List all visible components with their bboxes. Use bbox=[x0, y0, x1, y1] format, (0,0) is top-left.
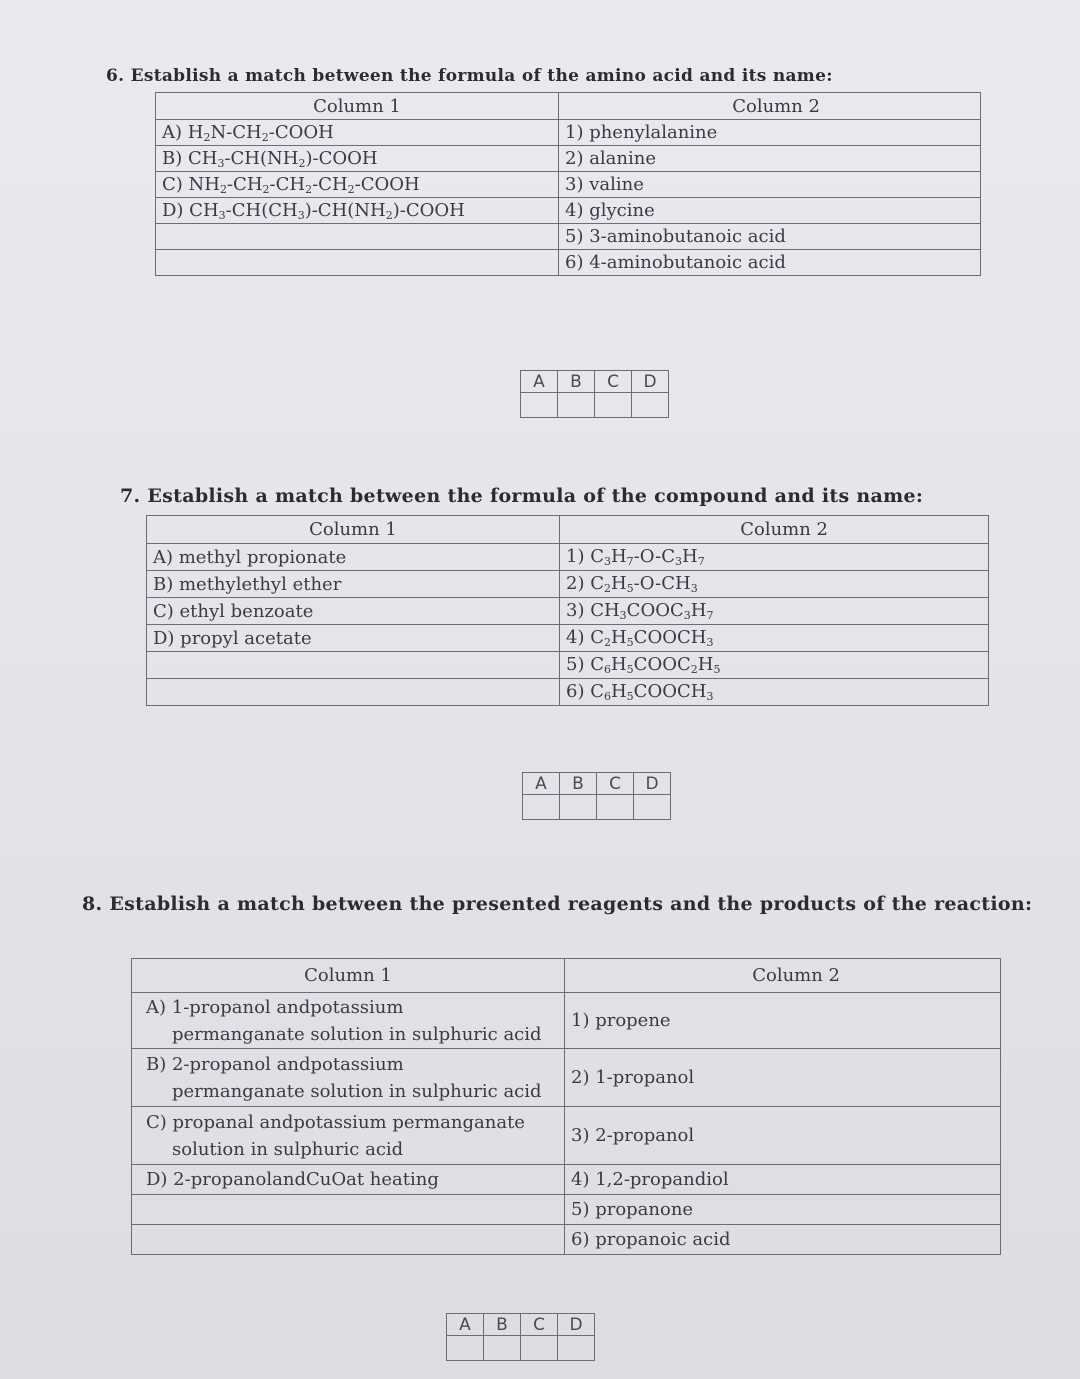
q8-product-1: 1) propene bbox=[565, 993, 1001, 1049]
q8-match-table bbox=[131, 958, 1001, 1255]
q7-answer-letter-d: D bbox=[634, 773, 671, 795]
q6-answer-box-a[interactable] bbox=[521, 393, 558, 418]
q6-empty-left-6 bbox=[156, 250, 559, 276]
q8-empty-left-6 bbox=[132, 1225, 565, 1255]
q8-col1-header: Column 1 bbox=[132, 959, 565, 993]
q8-answer-letter-d: D bbox=[558, 1314, 595, 1336]
q7-answer-letter-b: B bbox=[560, 773, 597, 795]
q6-name-2: 2) alanine bbox=[559, 146, 981, 172]
q6-name-5: 5) 3-aminobutanoic acid bbox=[559, 224, 981, 250]
q7-formula-3: 3) $CH_3COOC_3H_7$ bbox=[560, 598, 989, 625]
q8-product-6: 6) propanoic acid bbox=[565, 1225, 1001, 1255]
q7-name-a: A) methyl propionate bbox=[147, 544, 560, 571]
q6-answer-letter-a: A bbox=[521, 371, 558, 393]
q7-col2-header: Column 2 bbox=[560, 516, 989, 544]
q7-col1-header: Column 1 bbox=[147, 516, 560, 544]
q7-answer-letter-a: A bbox=[523, 773, 560, 795]
q8-answer-box-a[interactable] bbox=[447, 1336, 484, 1361]
q7-empty-left-5 bbox=[147, 652, 560, 679]
q7-answer-grid bbox=[522, 772, 671, 820]
q7-name-d: D) propyl acetate bbox=[147, 625, 560, 652]
q6-answer-box-c[interactable] bbox=[595, 393, 632, 418]
q8-heading: 8. Establish a match between the presented reagents and the products of the reaction: bbox=[82, 893, 1033, 915]
q7-answer-box-b[interactable] bbox=[560, 795, 597, 820]
q8-answer-grid bbox=[446, 1313, 595, 1361]
q8-reagents-c-line1: C) propanal andpotassium permanganate bbox=[146, 1111, 525, 1133]
q7-name-b: B) methylethyl ether bbox=[147, 571, 560, 598]
q6-answer-box-d[interactable] bbox=[632, 393, 669, 418]
q6-name-3: 3) valine bbox=[559, 172, 981, 198]
q6-col2-header: Column 2 bbox=[559, 93, 981, 120]
q8-product-3: 3) 2-propanol bbox=[565, 1107, 1001, 1165]
q7-answer-letter-c: C bbox=[597, 773, 634, 795]
q8-reagents-a bbox=[132, 993, 565, 1049]
q8-answer-letter-c: C bbox=[521, 1314, 558, 1336]
q7-match-table bbox=[146, 515, 989, 706]
q6-match-table bbox=[155, 92, 981, 276]
q8-empty-left-5 bbox=[132, 1195, 565, 1225]
q8-product-2: 2) 1-propanol bbox=[565, 1049, 1001, 1107]
q6-name-6: 6) 4-aminobutanoic acid bbox=[559, 250, 981, 276]
q6-answer-grid bbox=[520, 370, 669, 418]
q8-answer-box-c[interactable] bbox=[521, 1336, 558, 1361]
q8-answer-letter-a: A bbox=[447, 1314, 484, 1336]
q7-formula-6: 6) $C_6H_5COOCH_3$ bbox=[560, 679, 989, 706]
q6-empty-left-5 bbox=[156, 224, 559, 250]
q6-answer-box-b[interactable] bbox=[558, 393, 595, 418]
q8-reagents-d: D) 2-propanolandCuOat heating bbox=[132, 1165, 565, 1195]
q6-answer-letter-c: C bbox=[595, 371, 632, 393]
q8-reagents-b bbox=[132, 1049, 565, 1107]
q6-answer-letter-d: D bbox=[632, 371, 669, 393]
q6-answer-letter-b: B bbox=[558, 371, 595, 393]
q8-reagents-b-line1: B) 2-propanol andpotassium bbox=[146, 1053, 404, 1075]
q7-formula-1: 1) $C_3H_7-O-C_3H_7$ bbox=[560, 544, 989, 571]
q8-answer-letter-b: B bbox=[484, 1314, 521, 1336]
q8-reagents-a-line1: A) 1-propanol andpotassium bbox=[146, 996, 404, 1018]
q7-name-c: C) ethyl benzoate bbox=[147, 598, 560, 625]
q8-product-5: 5) propanone bbox=[565, 1195, 1001, 1225]
q7-heading: 7. Establish a match between the formula of the compound and its name: bbox=[120, 485, 924, 507]
q6-name-1: 1) phenylalanine bbox=[559, 120, 981, 146]
q8-reagents-c-line2: solution in sulphuric acid bbox=[172, 1138, 404, 1160]
q7-answer-box-d[interactable] bbox=[634, 795, 671, 820]
q6-formula-a: A) $H_2N-CH_2$-COOH bbox=[156, 120, 559, 146]
q7-formula-4: 4) $C_2H_5COOCH_3$ bbox=[560, 625, 989, 652]
q6-name-4: 4) glycine bbox=[559, 198, 981, 224]
q8-answer-box-d[interactable] bbox=[558, 1336, 595, 1361]
q8-reagents-c bbox=[132, 1107, 565, 1165]
q7-answer-box-c[interactable] bbox=[597, 795, 634, 820]
q6-formula-d: D) $CH_3-CH(CH_3)-CH(NH_2)$-COOH bbox=[156, 198, 559, 224]
q6-col1-header: Column 1 bbox=[156, 93, 559, 120]
q8-answer-box-b[interactable] bbox=[484, 1336, 521, 1361]
q6-heading: 6. Establish a match between the formula of the amino acid and its name: bbox=[106, 66, 833, 86]
q8-col2-header: Column 2 bbox=[565, 959, 1001, 993]
q7-answer-box-a[interactable] bbox=[523, 795, 560, 820]
q7-formula-5: 5) $C_6H_5COOC_2H_5$ bbox=[560, 652, 989, 679]
q8-reagents-b-line2: permanganate solution in sulphuric acid bbox=[172, 1080, 542, 1102]
q7-empty-left-6 bbox=[147, 679, 560, 706]
q7-formula-2: 2) $C_2H_5-O-CH_3$ bbox=[560, 571, 989, 598]
q6-formula-c: C) $NH_2-CH_2-CH_2-CH_2$-COOH bbox=[156, 172, 559, 198]
q8-reagents-a-line2: permanganate solution in sulphuric acid bbox=[172, 1023, 542, 1045]
q6-formula-b: B) $CH_3-CH(NH_2)$-COOH bbox=[156, 146, 559, 172]
q8-product-4: 4) 1,2-propandiol bbox=[565, 1165, 1001, 1195]
